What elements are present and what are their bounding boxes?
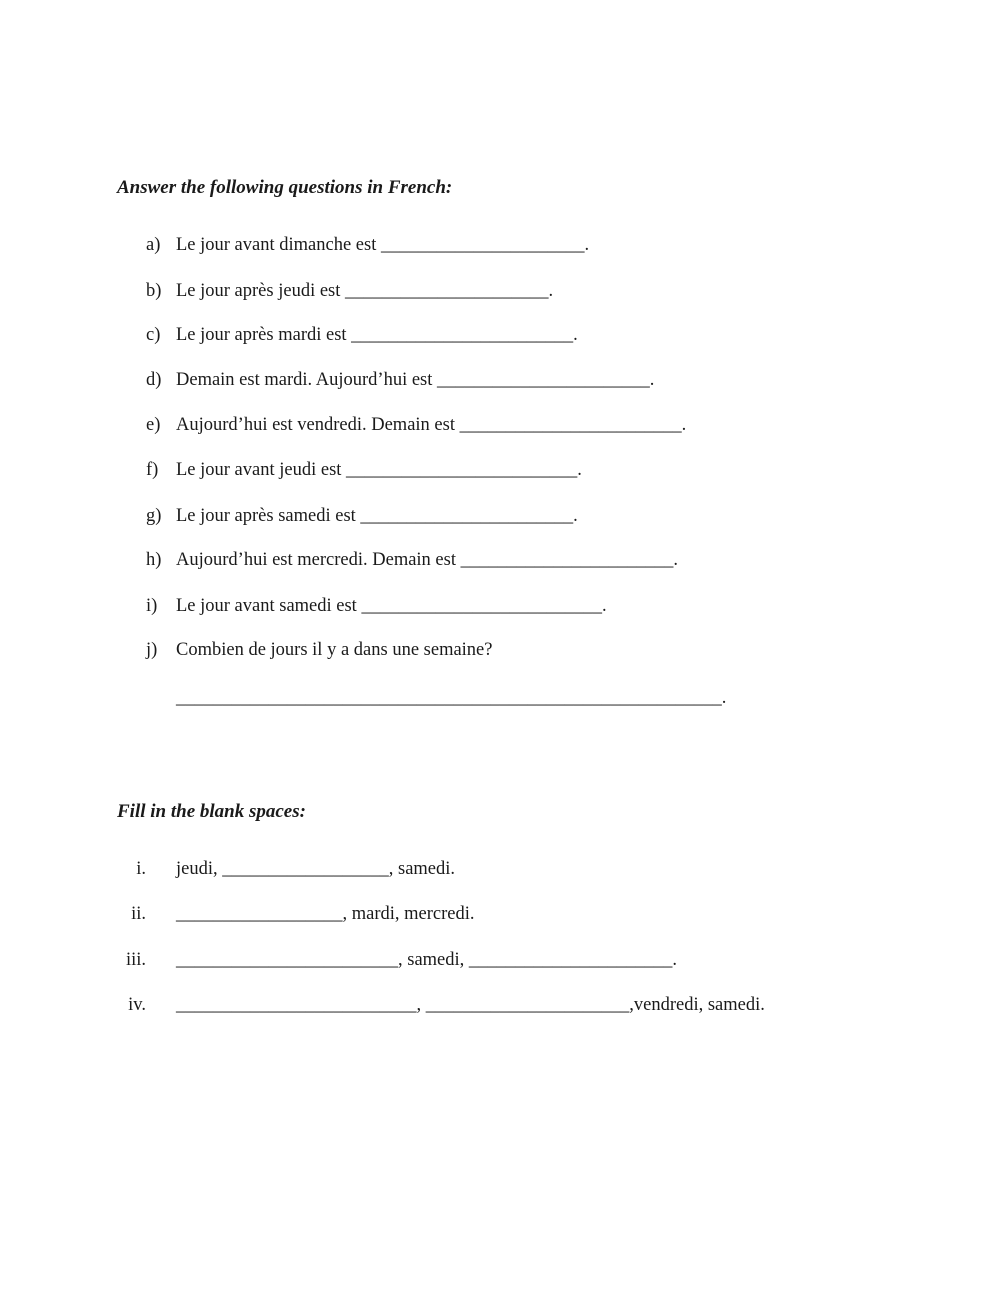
question-text: Combien de jours il y a dans une semaine? — [176, 640, 493, 660]
question-marker: i) — [146, 596, 158, 616]
question-text: Aujourd’hui est vendredi. Demain est ________________________. — [176, 415, 687, 435]
fill-text: __________________________, ______________________,vendredi, samedi. — [176, 995, 765, 1015]
question-marker: g) — [146, 506, 162, 526]
question-marker: a) — [146, 235, 161, 255]
question-text: Le jour après mardi est ________________________. — [176, 325, 578, 345]
question-marker: j) — [146, 640, 158, 660]
question-marker: f) — [146, 460, 159, 480]
section1-heading: Answer the following questions in French: — [117, 177, 453, 198]
question-text: Le jour après samedi est _______________________. — [176, 506, 578, 526]
question-text: Le jour avant dimanche est ______________________. — [176, 235, 590, 255]
fill-marker: iv. — [128, 995, 146, 1015]
question-text: Demain est mardi. Aujourd’hui est _______________________. — [176, 370, 655, 390]
fill-marker: iii. — [125, 950, 146, 970]
fill-marker: i. — [136, 859, 146, 879]
question-marker: e) — [146, 415, 161, 435]
question-text: Le jour après jeudi est ______________________. — [176, 281, 554, 301]
question-marker: d) — [146, 370, 162, 390]
question-text: Aujourd’hui est mercredi. Demain est _______________________. — [176, 550, 678, 570]
question-marker: h) — [146, 550, 162, 570]
question-text: Le jour avant jeudi est _________________________. — [176, 460, 582, 480]
question-marker: c) — [146, 325, 161, 345]
fill-text: jeudi, __________________, samedi. — [176, 859, 456, 879]
question-text: Le jour avant samedi est __________________________. — [176, 596, 607, 616]
section2-heading: Fill in the blank spaces: — [117, 801, 306, 822]
fill-text: ________________________, samedi, ______________________. — [176, 950, 678, 970]
fill-text: __________________, mardi, mercredi. — [176, 904, 475, 924]
answer-blank-line: ___________________________________________________________. — [176, 688, 727, 708]
fill-marker: ii. — [131, 904, 146, 924]
question-marker: b) — [146, 281, 162, 301]
